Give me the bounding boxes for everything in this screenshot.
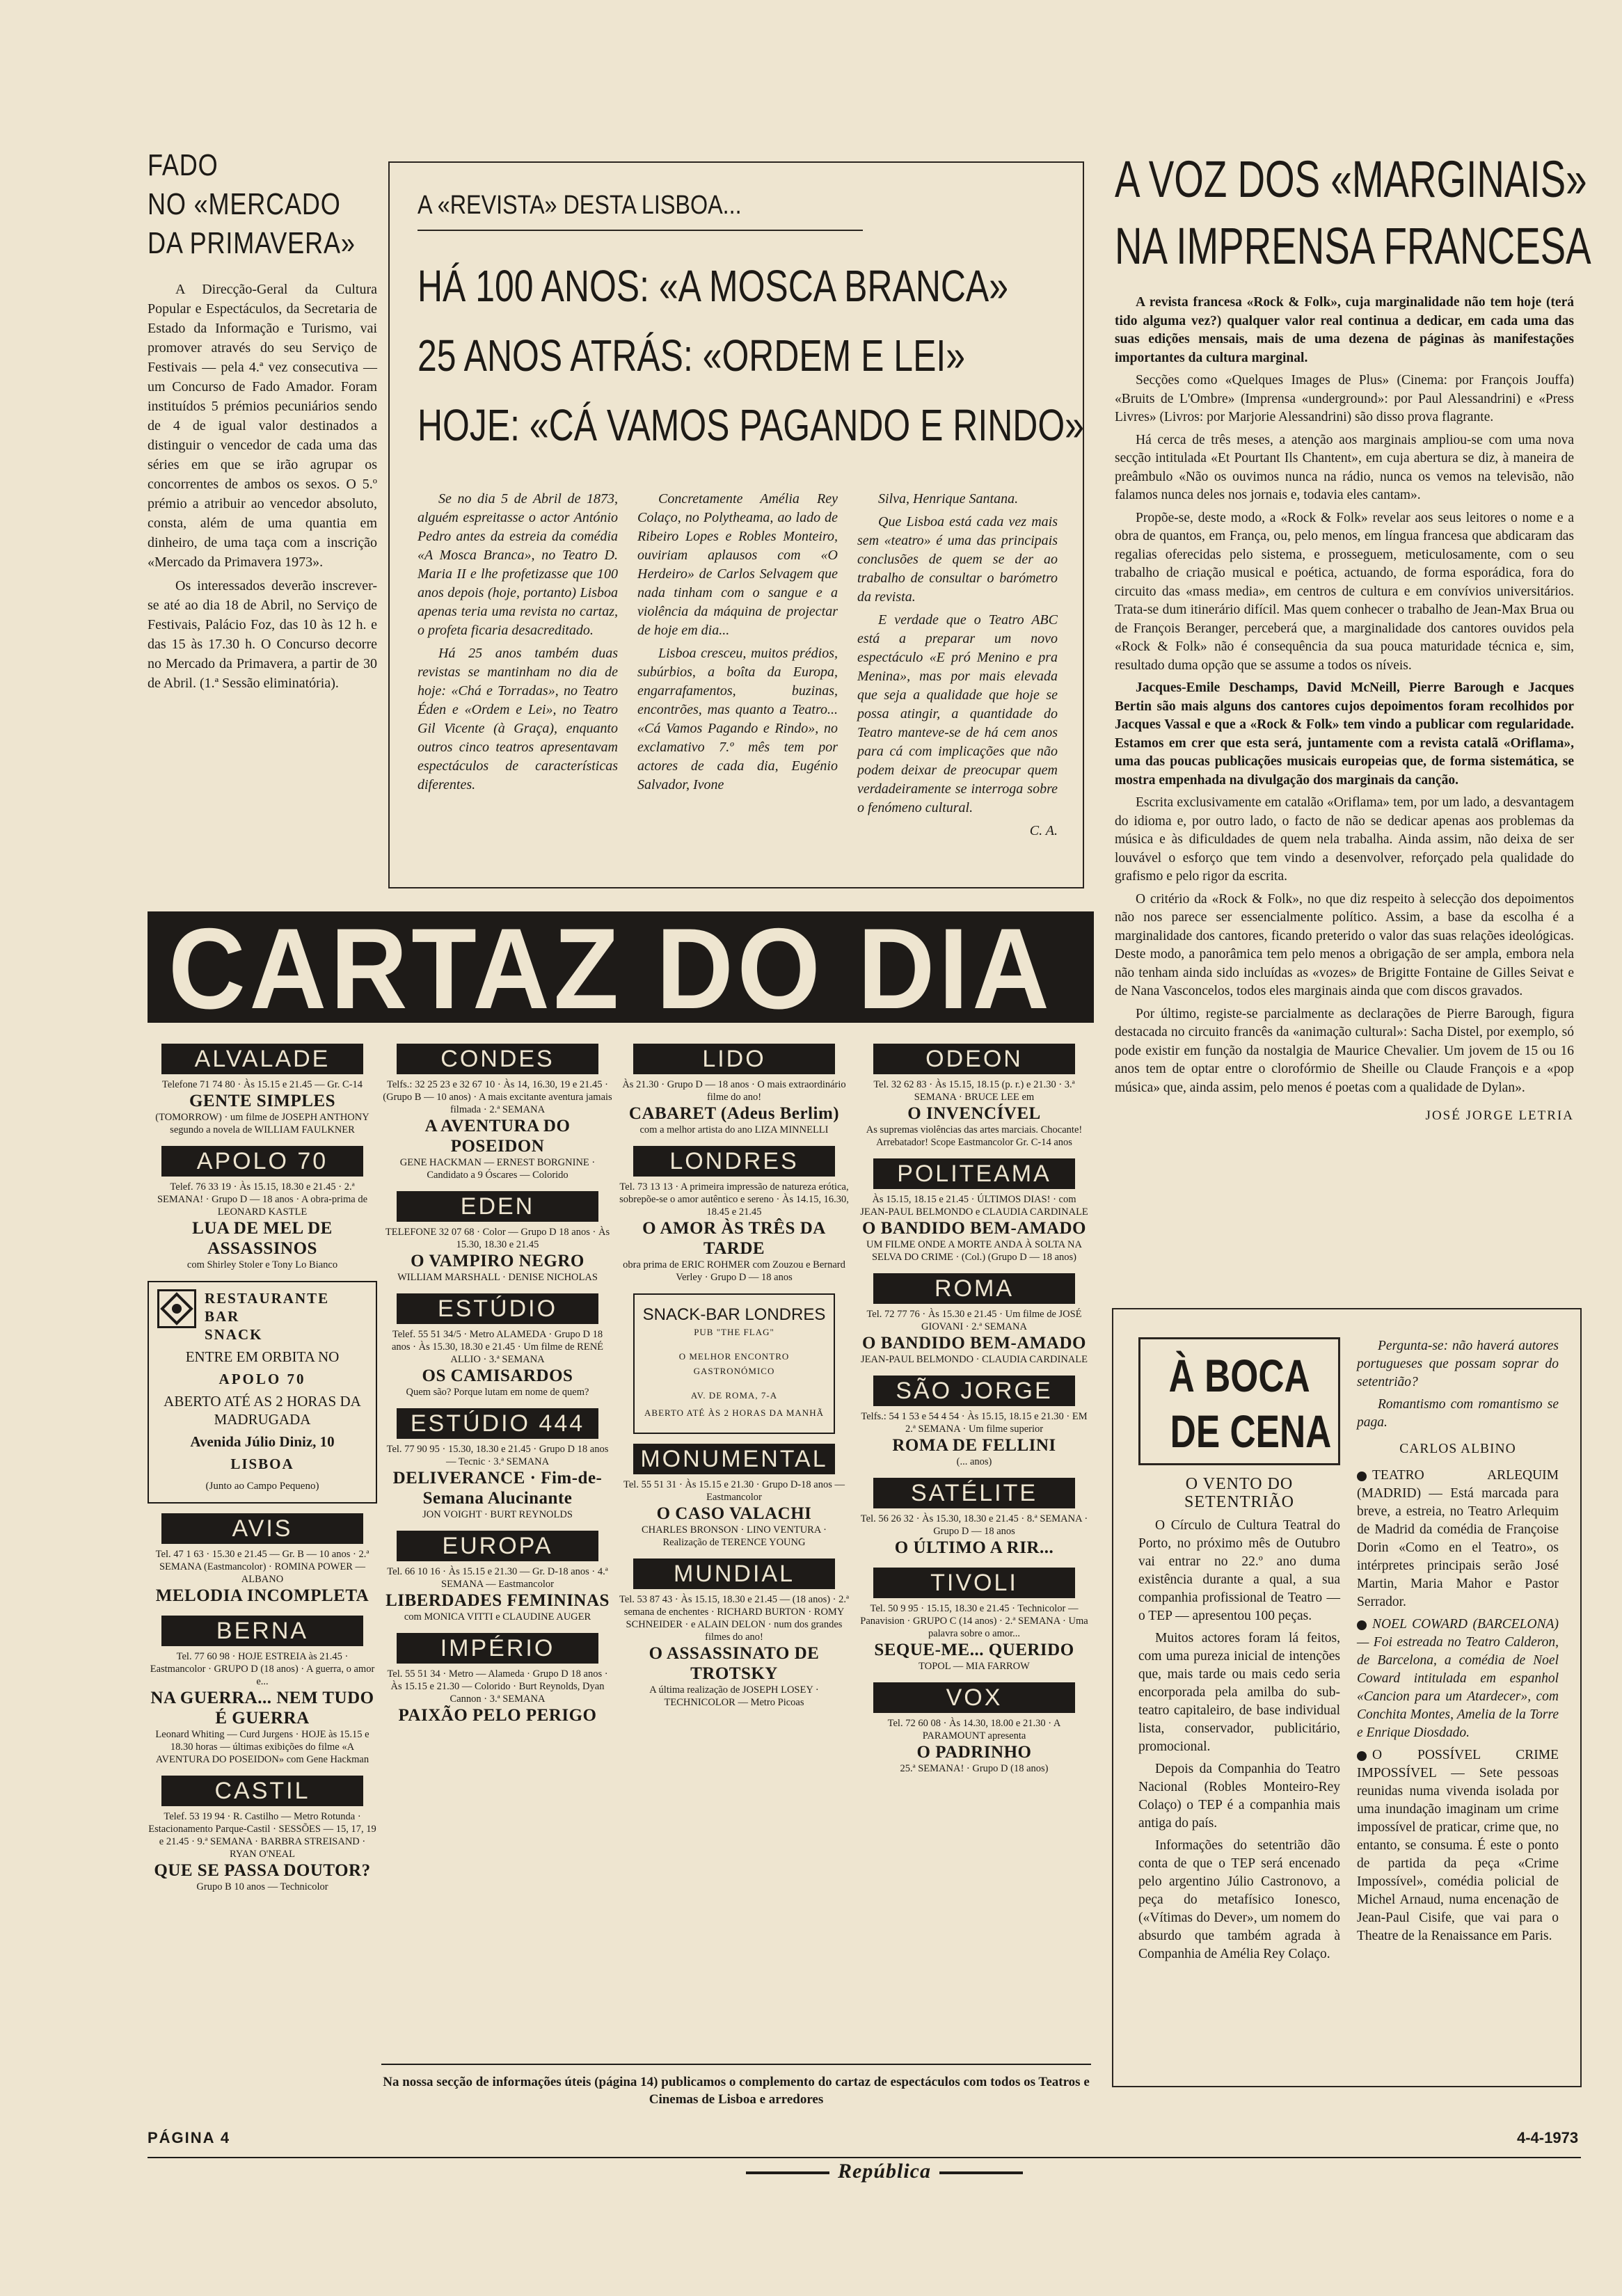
boca-left-column: À BOCA DE CENA O VENTO DO SETENTRIÃO O Círculo de Cultura Teatral do Porto, no próximo mês de Outubro vai entrar no 22.º ano duma existência durante a qual, a sua companhia profissional de Teatro — o TEP — apresentou 100 peças. Muitos actores foram lá feitos, com uma pureza inicial de intenções que, mais tarde ou mais cedo seria encorporada pela amilba do sub-teatro capitaleiro, de base individual lista, conservador, publicitário, promocional. Depois da Companhia do Teatro Nacional (Robles Monteiro-Rey Colaço) o TEP é a companhia mais antiga do país. Informações do setentrião dão conta de que o TEP será encenado pelo argentino Júlio Castronovo, a peça do metafísico Ionesco, («Vítimas do Dever», um nomem do absurdo que também agrada à Companhia de Amélia Rey Colaço. [1138,1337,1340,1968]
film-title: DELIVERANCE · Fim-de-Semana Alucinante [392,1469,603,1508]
revista-headline: 25 ANOS ATRÁS: «ORDEM E LEI» [418,330,965,381]
cinema-info: Telfs.: 54 1 53 e 54 4 54 · Às 15.15, 18.15 e 21.30 · EM 2.ª SEMANA · Um filme superior [861,1411,1088,1435]
snack-bar-ad: SNACK-BAR LONDRES PUB "THE FLAG" O MELHOR ENCONTRO GASTRONÓMICO AV. DE ROMA, 7-A ABERTO ATÉ ÀS 2 HORAS DA MANHÃ [633,1293,835,1434]
cinema-info: Tel. 77 90 95 · 15.30, 18.30 e 21.45 · Grupo D 18 anos — Tecnic · 3.ª SEMANA [386,1444,609,1467]
cinema-info: Telef. 55 51 34/5 · Metro ALAMEDA · Grupo D 18 anos · Às 15.30, 18.30 e 21.45 · Um filme de RENÉ ALLIO · 3.ª SEMANA [391,1329,604,1365]
bullet-icon [1357,1751,1367,1761]
fado-headline: FADO NO «MERCADO DA PRIMAVERA» [148,148,356,260]
cinema-column-2 [383,1044,612,1735]
footer-rule [148,2157,1581,2158]
signature: C. A. [1029,823,1058,838]
cinema-info: Tel. 50 9 95 · 15.15, 18.30 e 21.45 · Technicolor — Panavision · GRUPO C (14 anos) · 2.ª SEMANA · Uma palavra sobre o amor... [860,1603,1088,1639]
cartaz-note: Na nossa secção de informações úteis (página 14) publicamos o complemento do cartaz de espectáculos com todos os Teatros e Cinemas de Lisboa e arredores [383,2075,1090,2107]
film-title: QUE SE PASSA DOUTOR? [154,1861,371,1880]
revista-kicker: A «REVISTA» DESTA LISBOA... [418,191,742,220]
film-title: O ÚLTIMO A RIR... [894,1538,1054,1557]
film-title: CABARET (Adeus Berlim) [628,1104,840,1123]
cinema-listing [383,1633,612,1725]
cartaz-banner [148,904,1094,1033]
cinema-info: TELEFONE 32 07 68 · Color — Grupo D 18 anos · Às 15.30, 18.30 e 21.45 [385,1227,610,1250]
film-title: O VAMPIRO NEGRO [411,1252,585,1270]
cinema-name: APOLO 70 [161,1146,363,1177]
film-details: CHARLES BRONSON · LINO VENTURA · Realização de TERENCE YOUNG [642,1524,827,1548]
film-details: TOPOL — MIA FARROW [919,1661,1030,1672]
revista-column: Concretamente Amélia Rey Colaço, no Polytheama, ao lado de Ribeiro Lopes e Robles Monteiro, ouviriam aplausos com «O Herdeiro» de Carlos Selvagem que nada tinham com o sangue e a violência da máquina de projectar de hoje em dia... Lisboa cresceu, muitos prédios, subúrbios, a boîta da Europa, engarrafamentos, buzinas, encontrões, mas quanto a Teatro... «Cá Vamos Pagando e Rindo», no exclamativo 7.º mês tem por actores de cada dia, Eugénio Salvador, Ivone [637,491,838,792]
film-details: A última realização de JOSEPH LOSEY · TECHNICOLOR — Metro Picoas [649,1684,819,1708]
cinema-listing [619,1558,849,1709]
cinema-name: LIDO [633,1044,835,1074]
film-title: O INVENCÍVEL [907,1104,1041,1123]
cinema-name: ODEON [873,1044,1075,1074]
cinema-listing [148,1616,377,1766]
divider [746,2171,829,2174]
cinema-info: Tel. 72 77 76 · Às 15.30 e 21.45 · Um filme de JOSÉ GIOVANI · 2.ª SEMANA [866,1309,1082,1332]
cinema-name: ALVALADE [161,1044,363,1074]
voz-paragraph: Propõe-se, deste modo, a «Rock & Folk» revelar aos seus leitores o nome e a obra de quantos, em França, ou, pelo menos, em língua francesa que abdicaram das regalias oferecidas pelo sistema, e prosseguem, meticulosamente, com o seu trabalho de criação musical e poética, actuando, de forma esporádica, fora do circuito das «mass media», em centros de cultura e em convívios universitários. Trata-se dum itinerário difícil. Mas quem conhecer o trabalho de Jean-Max Brua ou de François Beranger, perceberá que, a marginalidade dos cantores ouvidos pela «Rock & Folk» não é consequência da sua pouca maturidade técnica e, sim, resultado duma opção que se assume a todos os níveis. [1115,510,1574,673]
film-title: MELODIA INCOMPLETA [155,1586,369,1605]
fado-paragraph: A Direcção-Geral da Cultura Popular e Espectáculos, da Secretaria de Estado da Informação e Turismo, vai promover através do seu Serviço de Festivais — pela 4.ª vez consecutiva — um Concurso de Fado Amador. Foram instituídos 5 prémios pecuniários sendo de 4 de igual valor destinados a distinguir o vencedor de cada uma das séries em que se irão agrupar os concorrentes de ambos os sexos. O 5.º prémio a atribuir ao vencedor absoluto, consta, além de uma quantia em dinheiro, de uma taça com a inscrição «Mercado da Primavera 1973». [148,282,377,570]
film-title: ROMA DE FELLINI [892,1436,1056,1455]
film-details: com a melhor artista do ano LIZA MINNELLI [639,1124,829,1135]
voz-headline: A VOZ DOS «MARGINAIS» NA IMPRENSA FRANCESA [1115,150,1591,275]
cinema-column-3 [619,1044,849,1719]
cinema-name: SATÉLITE [873,1478,1075,1508]
issue-date: 4-4-1973 [1517,2129,1579,2146]
film-details: com MONICA VITTI e CLAUDINE AUGER [404,1611,591,1623]
film-title: SEQUE-ME... QUERIDO [874,1641,1074,1659]
author: CARLOS ALBINO [1399,1442,1516,1456]
film-details: obra prima de ERIC ROHMER com Zouzou e Bernard Verley · Grupo D — 18 anos [623,1259,845,1283]
film-title: LUA DE MEL DE ASSASSINOS [192,1219,333,1258]
cinema-listing [859,1568,1089,1673]
voz-article [1115,146,1591,1130]
divider [381,2064,1091,2065]
film-details: GENE HACKMAN — ERNEST BORGNINE · Candidato a 9 Óscares — Colorido [399,1157,596,1181]
divider [418,230,863,231]
cinema-info: Às 21.30 · Grupo D — 18 anos · O mais extraordinário filme do ano! [622,1079,846,1103]
cartaz-title: CARTAZ DO DIA [168,904,1053,1033]
cinema-listing [148,1776,377,1893]
cinema-info: Tel. 56 26 32 · Às 15.30, 18.30 e 21.45 · 8.ª SEMANA · Grupo D — 18 anos [860,1513,1088,1537]
boca-title: À BOCA DE CENA [1138,1337,1340,1465]
voz-lead: A revista francesa «Rock & Folk», cuja marginalidade não tem hoje (terá tido alguma vez?) qualquer valor real continua a dedicar, em cada uma das suas edições mensais, mais de uma dezena de páginas às manifestações importantes da cultura marginal. [1115,295,1574,365]
cinema-listing [383,1293,612,1398]
restaurant-services: RESTAURANTE BAR SNACK [205,1290,330,1343]
film-title: O ASSASSINATO DE TROTSKY [649,1644,820,1683]
cinema-listing [859,1273,1089,1366]
cinema-info: Tel. 72 60 08 · Às 14.30, 18.00 e 21.30 · A PARAMOUNT apresenta [887,1718,1061,1741]
cinema-name: VOX [873,1682,1075,1713]
cinema-info: Telefone 71 74 80 · Às 15.15 e 21.45 — Gr. C-14 [161,1079,363,1090]
cinema-name: POLITEAMA [873,1158,1075,1189]
cinema-name: IMPÉRIO [397,1633,598,1664]
cinema-info: Tel. 55 51 31 · Às 15.15 e 21.30 · Grupo D-18 anos — Eastmancolor [623,1479,845,1503]
voz-paragraph: Jacques-Emile Deschamps, David McNeill, Pierre Barough e Jacques Bertin são mais alguns dos cantores cujos depoimentos foram recolhidos por Jacques Vassal e que a «Rock & Folk» tem vindo a publicar com regularidade. Estamos em crer que esta será, juntamente com a revista catalã «Oriflama», uma das poucas publicações musicais europeias que, de forma sistemática, se mostra empenhada na divulgação dos marginais da canção. [1115,680,1574,788]
masthead: República [738,2160,1031,2183]
cinema-listing [859,1682,1089,1775]
film-title: O PADRINHO [916,1743,1032,1762]
cinema-name: ESTÚDIO [397,1293,598,1324]
film-details: Quem são? Porque lutam em nome de quem? [406,1387,589,1398]
revista-body [418,490,1058,845]
revista-headline: HOJE: «CÁ VAMOS PAGANDO E RINDO» [418,400,1084,450]
film-details: UM FILME ONDE A MORTE ANDA À SOLTA NA SELVA DO CRIME · (Col.) (Grupo D — 18 anos) [866,1239,1082,1263]
cinema-name: BERNA [161,1616,363,1646]
cinema-info: Tel. 32 62 83 · Às 15.15, 18.15 (p. r.) e 21.30 · 3.ª SEMANA · BRUCE LEE em [873,1079,1075,1103]
film-title: OS CAMISARDOS [422,1366,573,1385]
cinema-name: EDEN [397,1191,598,1222]
cinema-info: Tel. 47 1 63 · 15.30 e 21.45 — Gr. B — 10 anos · 2.ª SEMANA (Eastmancolor) · ROMINA POWER — ALBANO [155,1549,369,1585]
cinema-name: ROMA [873,1273,1075,1304]
film-title: A AVENTURA DO POSEIDON [424,1117,571,1156]
cinema-listing [383,1531,612,1623]
film-title: O AMOR ÀS TRÊS DA TARDE [642,1219,826,1258]
voz-paragraph: Há cerca de três meses, a atenção aos marginais ampliou-se com uma nova secção intitulada «Et Pourtant Ils Chantent», em cuja abertura se diz, à maneira de preâmbulo «Não os ouvimos nunca na rádio, nunca os vemos na televisão, não falamos nunca deles nos jornais e, todavia eles cantam». [1115,432,1574,502]
cinema-listing [619,1444,849,1549]
cinema-listing [148,1044,377,1136]
cinema-name: TIVOLI [873,1568,1075,1598]
bullet-icon [1357,1472,1367,1481]
fado-paragraph: Os interessados deverão inscrever-se até ao dia 18 de Abril, no Serviço de Festivais, Palácio Foz, das 10 às 12 h. e das 15 às 17.30 h. O Concurso decorre no Mercado da Primavera, a partir de 30 de Abril. (1.ª Sessão eliminatória). [148,578,377,691]
boca-right-column: Pergunta-se: não haverá autores portugueses que possam soprar do setentrião? Romantismo com romantismo se paga. CARLOS ALBINO TEATRO ARLEQUIM (MADRID) — Está marcada para breve, a estreia, no Teatro Arlequim de Madrid da comédia de Françoise Dorin «Como en el Teatro», os intérpretes principais serão José Martin, Maria Mahor e Pastor Serrador. NOEL COWARD (BARCELONA) — Foi estreada no Teatro Calderon, de Barcelona, a comédia de Noel Coward intitulada em espanhol «Cancion para um Atardecer», com Conchita Montes, Amelia de la Torre e Enrique Diosdado. O POSSÍVEL CRIME IMPOSSÍVEL — Sete pessoas reunidas numa vivenda isolada por uma inundação imaginam um crime impossível de praticar, crime que, no entanto, se consuma. É este o ponto de partida da peça «Crime Impossível», comédia policial de Michel Arnaud, numa encenação de Jean-Paul Cisife, que vai para o Theatre de la Renaissance em Paris. [1357,1339,1559,1943]
film-title: O CASO VALACHI [656,1504,812,1523]
voz-paragraph: Por último, registe-se parcialmente as declarações de Pierre Barough, figura destacada no circuito francês da «animação cultural»: Sacha Distel, por exemplo, só pode existir em função da nostalgia de Maurice Chevalier. Um jovem de 15 ou 16 anos tem de optar entre o clorofórmio de Sheille ou Claude François e a «pop música» que, ainda assim, pelo menos é poetas com a qualidade de Dylan». [1115,1006,1574,1095]
restaurant-logo-icon [157,1289,196,1328]
cinema-listing [859,1478,1089,1558]
revista-article [388,161,1084,888]
film-details: WILLIAM MARSHALL · DENISE NICHOLAS [397,1272,598,1283]
film-title: LIBERDADES FEMININAS [385,1591,610,1610]
cinema-info: Telfs.: 32 25 23 e 32 67 10 · Às 14, 16.30, 19 e 21.45 · (Grupo B — 10 anos) · A mais excitante aventura jamais filmada · 2.ª SEMANA [383,1079,612,1115]
voz-paragraph: Escrita exclusivamente em catalão «Oriflama» tem, por um lado, a desvantagem do idioma e, por outro lado, o facto de não se dedicar apenas aos problemas da música e às dificuldades de quem nela trabalha. Ainda assim, não deixa de ser louvável o esforço que tem vindo a desenvolver, reforçado pela qualidade do grafismo e pelo rigor da escrita. [1115,795,1574,884]
cinema-name: CASTIL [161,1776,363,1806]
boca-de-cena-article [1112,1308,1582,2087]
cinema-info: Tel. 53 87 43 · Às 15.15, 18.30 e 21.45 — (18 anos) · 2.ª semana de enchentes · RICHARD BURTON · ROMY SCHNEIDER · e ALAIN DELON · num dos grandes filmes do ano! [619,1594,850,1643]
film-details: 25.ª SEMANA! · Grupo D (18 anos) [900,1763,1049,1774]
cinema-name: SÃO JORGE [873,1376,1075,1406]
cinema-info: Tel. 77 60 98 · HOJE ESTREIA às 21.45 · Eastmancolor · GRUPO D (18 anos) · A guerra, o amor e... [150,1651,375,1687]
cinema-column-1 [148,1044,377,1903]
cinema-listing [619,1044,849,1136]
page-number: PÁGINA 4 [148,2129,231,2146]
cinema-info: Tel. 66 10 16 · Às 15.15 e 21.30 — Gr. D-18 anos · 4.ª SEMANA — Eastmancolor [387,1566,608,1590]
cinema-listing [383,1408,612,1521]
cinema-name: ESTÚDIO 444 [397,1408,598,1439]
cinema-info: Tel. 55 51 34 · Metro — Alameda · Grupo D 18 anos · Às 15.15 e 21.30 — Colorido · Burt Reynolds, Dyan Cannon · 3.ª SEMANA [387,1668,608,1705]
cinema-listing [859,1158,1089,1263]
cinema-listing [383,1191,612,1284]
revista-headline: HÁ 100 ANOS: «A MOSCA BRANCA» [418,261,1008,311]
film-details: JEAN-PAUL BELMONDO · CLAUDIA CARDINALE [861,1354,1088,1365]
cinema-column-4 [859,1044,1089,1785]
cinema-listing [859,1044,1089,1149]
cinema-info: Às 15.15, 18.15 e 21.45 · ÚLTIMOS DIAS! · com JEAN-PAUL BELMONDO e CLAUDIA CARDINALE [860,1194,1088,1218]
film-details: com Shirley Stoler e Tony Lo Bianco [186,1259,338,1270]
film-details: (TOMORROW) · um filme de JOSEPH ANTHONY segundo a novela de WILLIAM FAULKNER [155,1112,369,1135]
byline: JOSÉ JORGE LETRIA [1425,1108,1574,1123]
film-title: GENTE SIMPLES [189,1092,336,1110]
film-title: PAIXÃO PELO PERIGO [398,1706,597,1725]
cinema-listing [619,1146,849,1284]
film-details: Grupo B 10 anos — Technicolor [196,1881,328,1892]
revista-column: Silva, Henrique Santana. Que Lisboa está cada vez mais sem «teatro» é uma das principais conclusões de quem se der ao trabalho de consultar o barómetro da revista. E verdade que o Teatro ABC está a preparar um novo espectáculo «E pró Menino e pra Menina», mas por mais elevada que seja a qualidade que hoje se possa atingir, a quantidade do Teatro manteve-se de há cem anos para cá com implicações que não podem deixar de preocupar quem verdadeiramente se interroga sobre o fenómeno cultural. C. A. [857,490,1058,845]
cinema-info: Telef. 76 33 19 · Às 15.15, 18.30 e 21.45 · 2.ª SEMANA! · Grupo D — 18 anos · A obra-prima de LEONARD KASTLE [157,1181,368,1218]
film-details: (... anos) [956,1456,992,1467]
film-details: JON VOIGHT · BURT REYNOLDS [422,1509,573,1520]
cinema-name: MONUMENTAL [633,1444,835,1474]
cinema-name: AVIS [161,1513,363,1544]
voz-paragraph: Secções como «Quelques Images de Plus» (Cinema: por François Jouffa) «Bruits de L'Ombre» (Imprensa «underground»: por Paul Alessandrini) e «Press Livres» (Livros: por Marjorie Alessandrini) são disso prova flagrante. [1115,373,1574,424]
boca-subheading: O VENTO DO SETENTRIÃO [1184,1475,1294,1511]
cinema-name: LONDRES [633,1146,835,1177]
film-title: NA GUERRA... NEM TUDO É GUERRA [150,1689,374,1728]
voz-paragraph: O critério da «Rock & Folk», no que diz respeito à selecção dos depoimentos não nos parece ser essencialmente político. Assim, a base da escolha é a marginalidade dos cantores, ficando preterido o valor das suas relações ideológicas. Deste modo, a panorâmica tem pelo menos a obrigação de ser ampla, embora nela não tenham ainda sido incluídas as «vozes» de Brigitte Fontaine de Gilles Seivat e de Nana Vasconcelos, todos eles marginais ainda que com discos gravados. [1115,891,1574,998]
cinema-name: CONDES [397,1044,598,1074]
film-title: O BANDIDO BEM-AMADO [862,1219,1086,1238]
cinema-listing [148,1513,377,1606]
cinema-name: EUROPA [397,1531,598,1561]
fado-article [148,146,377,697]
restaurant-ad: RESTAURANTE BAR SNACK ENTRE EM ORBITA NO APOLO 70 ABERTO ATÉ AS 2 HORAS DA MADRUGADA Avenida Júlio Diniz, 10 LISBOA (Junto ao Campo Pequeno) [148,1281,377,1504]
cinema-info: Tel. 73 13 13 · A primeira impressão de natureza erótica, sobrepõe-se o amor autêntico e sereno · Às 14.15, 16.30, 18.45 e 21.45 [619,1181,849,1218]
film-details: As supremas violências das artes marciais. Chocante! Arrebatador! Scope Eastmancolor Gr. C-14 anos [866,1124,1083,1148]
bullet-icon [1357,1620,1367,1630]
cinema-listing [859,1376,1089,1468]
divider [939,2171,1023,2174]
cinema-name: MUNDIAL [633,1558,835,1589]
cinema-listing [383,1044,612,1181]
film-details: Leonard Whiting — Curd Jurgens · HOJE às 15.15 e 18.30 horas — últimas exibições do filme «A AVENTURA DO POSEIDON» com Gene Hackman [155,1729,369,1765]
cinema-listing [148,1146,377,1271]
revista-column: Se no dia 5 de Abril de 1873, alguém espreitasse o actor António Pedro antes da estreia da comédia «A Mosca Branca», no Teatro D. Maria II e lhe profetizasse que 100 anos depois (hoje, portanto) Lisboa apenas teria uma revista no cartaz, o profeta ficaria desacreditado. Há 25 anos também duas revistas se mantinham no dia de hoje: «Chá e Torradas», no Teatro Éden e «Ordem e Lei», no Teatro Gil Vicente (à Graça), enquanto outros cinco teatros apresentavam espectáculos de características diferentes. [418,491,618,792]
film-title: O BANDIDO BEM-AMADO [862,1334,1086,1353]
cinema-info: Telef. 53 19 94 · R. Castilho — Metro Rotunda · Estacionamento Parque-Castil · SESSÕES — 15, 17, 19 e 21.45 · 9.ª SEMANA · BARBRA STREISAND · RYAN O'NEAL [148,1811,376,1860]
